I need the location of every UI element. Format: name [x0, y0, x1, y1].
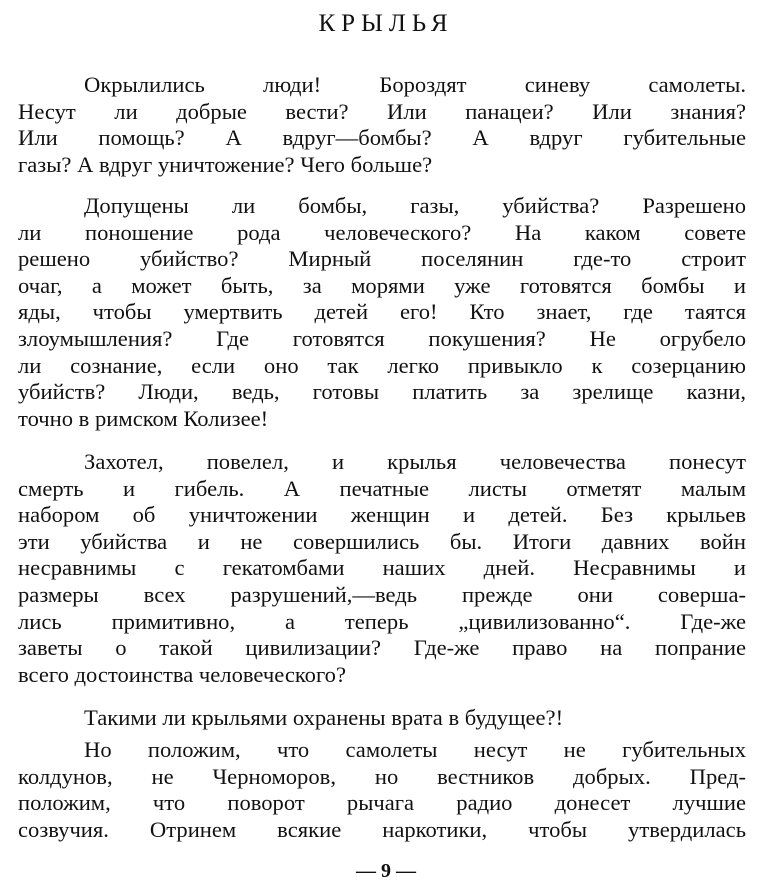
text-line: убийств? Люди, ведь, готовы платить за зрелище казни,: [18, 379, 746, 405]
text-line: Окрылились люди! Бороздят синеву самолеты.: [84, 72, 746, 97]
page-number: — 9 —: [356, 860, 416, 882]
paragraph-4: [18, 705, 746, 732]
paragraph-2: [18, 193, 746, 432]
text-line: созвучия. Отринем всякие наркотики, чтобы утвердилась: [18, 816, 746, 842]
text-line: газы? А вдруг уничтожение? Чего больше?: [18, 151, 433, 177]
text-line: размеры всех разрушений,—ведь прежде они соверша-: [18, 581, 746, 607]
text-line: Или помощь? А вдруг—бомбы? А вдруг губительные: [18, 125, 746, 151]
text-line: точно в римском Колизее!: [18, 405, 269, 431]
text-line: всего достоинства человеческого?: [18, 661, 347, 687]
paragraph-5: [18, 737, 746, 843]
text-line: набором об уничтожении женщин и детей. Без крыльев: [18, 502, 746, 528]
text-line: ли сознание, если оно так легко привыкло к созерцанию: [18, 352, 746, 378]
text-line: Такими ли крыльями охранены врата в будущее?!: [84, 705, 564, 730]
text-line: яды, чтобы умертвить детей его! Кто знает, где таятся: [18, 299, 746, 325]
text-line: ли поношение рода человеческого? На каком совете: [18, 219, 746, 245]
text-line: несравнимы с гекатомбами наших дней. Несравнимы и: [18, 555, 746, 581]
text-line: Захотел, повелел, и крылья человечества понесут: [84, 449, 746, 474]
chapter-title: КРЫЛЬЯ: [318, 10, 454, 37]
text-line: решено убийство? Мирный поселянин где-то строит: [18, 246, 746, 272]
text-line: положим, что поворот рычага радио донесет лучшие: [18, 790, 746, 816]
text-line: Допущены ли бомбы, газы, убийства? Разрешено: [84, 193, 746, 218]
paragraph-3: [18, 449, 746, 688]
text-line: Несут ли добрые вести? Или панацеи? Или знания?: [18, 98, 746, 124]
text-line: Но положим, что самолеты несут не губительных: [84, 737, 746, 762]
text-line: эти убийства и не совершились бы. Итоги давних войн: [18, 528, 746, 554]
text-line: злоумышления? Где готовятся покушения? Не огрубело: [18, 325, 746, 351]
text-line: смерть и гибель. А печатные листы отметят малым: [18, 475, 746, 501]
text-line: лись примитивно, а теперь „цивилизованно“. Где-же: [18, 608, 746, 634]
text-line: очаг, а может быть, за морями уже готовятся бомбы и: [18, 272, 746, 298]
text-line: колдунов, не Черноморов, но вестников добрых. Пред-: [18, 763, 746, 789]
text-line: заветы о такой цивилизации? Где-же право на попрание: [18, 635, 746, 661]
paragraph-1: [18, 72, 746, 178]
